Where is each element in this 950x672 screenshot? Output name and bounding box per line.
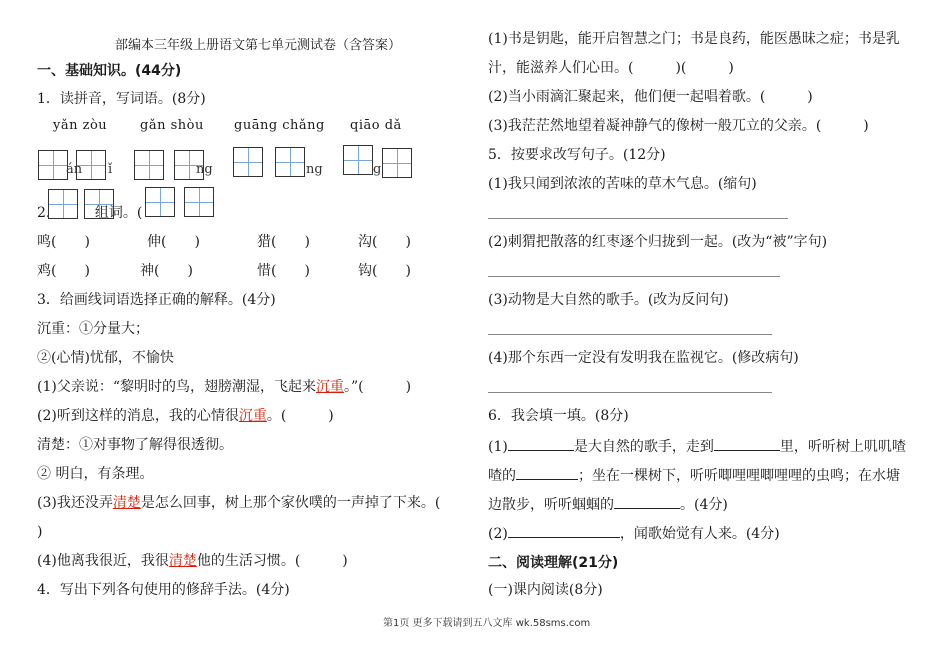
q3-title: 3．给画线词语选择正确的解释。(4分) — [37, 292, 276, 308]
q3-sentence-3-cont: ) — [37, 524, 43, 540]
text: (4)他离我很近，我很 — [37, 553, 169, 569]
q3-def2-a: 清楚：①对事物了解得很透彻。 — [37, 437, 233, 453]
q3-sentence-2 — [37, 407, 334, 425]
text: ；坐在一棵树下，听听唧哩哩唧哩哩的虫鸣；在水塘 — [578, 468, 900, 484]
text: ，闻歌始觉有人来。(4分) — [619, 526, 780, 542]
text: (2) — [488, 526, 508, 542]
q5-sentence-2: (2)刺猬把散落的红枣逐个归拢到一起。(改为“被”字句) — [488, 234, 828, 250]
q2-item: 鸣( ) — [37, 234, 90, 250]
pinyin-fragment: ǐ — [108, 162, 113, 177]
writing-box[interactable] — [343, 145, 373, 175]
pinyin-3: guāng chǎng — [234, 118, 325, 133]
answer-line[interactable] — [488, 334, 772, 335]
writing-box[interactable] — [76, 150, 106, 180]
fill-blank[interactable] — [614, 494, 680, 509]
q4-sentence-3: (3)我茫茫然地望着凝神静气的像树一般兀立的父亲。( ) — [488, 118, 869, 134]
q6-line-4 — [488, 523, 780, 543]
q1-title: 1．读拼音，写词语。(8分) — [37, 91, 206, 107]
text: 是怎么回事，树上那个家伙噗的一声掉了下来。( — [140, 495, 441, 511]
pinyin-fragment: ng — [196, 162, 213, 177]
q2-item: 钩( ) — [358, 263, 411, 279]
q2-item: 鸡( ) — [37, 263, 90, 279]
pinyin-1: yǎn zòu — [53, 118, 108, 133]
answer-line[interactable] — [488, 392, 772, 393]
pinyin-2: gǎn shòu — [140, 118, 204, 133]
underlined-word: 清楚 — [112, 495, 141, 511]
q3-def1-b: ②(心情)忧郁，不愉快 — [37, 350, 174, 366]
text: 是大自然的歌手，走到 — [573, 439, 714, 455]
fill-blank[interactable] — [508, 436, 574, 451]
sub-heading-reading: (一)课内阅读(8分) — [488, 582, 603, 598]
writing-box[interactable] — [174, 150, 204, 180]
section2-heading: 二、阅读理解(21分) — [488, 555, 619, 571]
text: (1)父亲说：“黎明时的鸟，翅膀潮湿，飞起来 — [37, 379, 316, 395]
pinyin-fragment: g — [373, 162, 382, 177]
writing-box[interactable] — [145, 187, 175, 217]
q6-line-3 — [488, 494, 728, 514]
q2-item: 神( ) — [140, 263, 193, 279]
writing-box[interactable] — [275, 147, 305, 177]
answer-line[interactable] — [488, 276, 780, 277]
q5-sentence-1: (1)我只闻到浓浓的苦味的草木气息。(缩句) — [488, 176, 757, 192]
q3-sentence-3 — [37, 494, 440, 512]
q5-title: 5．按要求改写句子。(12分) — [488, 147, 666, 163]
q6-title: 6．我会填一填。(8分) — [488, 408, 629, 424]
text: 里，听听树上叽叽喳 — [779, 439, 906, 455]
fill-blank[interactable] — [516, 465, 578, 480]
fill-blank[interactable] — [714, 436, 780, 451]
writing-box[interactable] — [233, 147, 263, 177]
q5-sentence-3: (3)动物是大自然的歌手。(改为反问句) — [488, 292, 729, 308]
writing-box[interactable] — [84, 189, 114, 219]
text: 。( ) — [266, 408, 334, 424]
underlined-word: 清楚 — [168, 553, 197, 569]
q5-sentence-4: (4)那个东西一定没有发明我在监视它。(修改病句) — [488, 350, 799, 366]
page-title: 部编本三年级上册语文第七单元测试卷（含答案） — [115, 38, 402, 53]
text: 他的生活习惯。( ) — [196, 553, 348, 569]
fill-blank[interactable] — [508, 523, 620, 538]
q4-title: 4．写出下列各句使用的修辞手法。(4分) — [37, 582, 290, 598]
writing-box[interactable] — [48, 189, 78, 219]
answer-line[interactable] — [488, 218, 788, 219]
text: 边散步，听听蝈蝈的 — [488, 497, 614, 513]
writing-box[interactable] — [382, 148, 412, 178]
section1-heading: 一、基础知识。(44分) — [37, 63, 182, 79]
text: (3)我还没弄 — [37, 495, 113, 511]
q2-item: 伸( ) — [147, 234, 200, 250]
pinyin-fragment: ng — [306, 162, 323, 177]
underlined-word: 沉重 — [238, 408, 267, 424]
q2-title: 2． 组词。( — [37, 205, 143, 221]
text: (2)听到这样的消息，我的心情很 — [37, 408, 239, 424]
text: (1) — [488, 439, 508, 455]
q4-sentence-2: (2)当小雨滴汇聚起来，他们便一起唱着歌。( ) — [488, 89, 813, 105]
writing-box[interactable] — [134, 150, 164, 180]
q3-sentence-1 — [37, 378, 411, 396]
q2-item: 沟( ) — [358, 234, 411, 250]
q3-def2-b: ② 明白，有条理。 — [37, 466, 154, 482]
q6-line-1 — [488, 436, 906, 456]
text: 。”( ) — [344, 379, 412, 395]
text: 。(4分) — [680, 497, 728, 513]
q2-item: 猎( ) — [257, 234, 310, 250]
pinyin-fragment: án — [66, 162, 83, 177]
writing-box[interactable] — [38, 150, 68, 180]
q4-sentence-1a: (1)书是钥匙，能开启智慧之门；书是良药，能医愚昧之症；书是乳 — [488, 31, 900, 47]
underlined-word: 沉重 — [316, 379, 344, 395]
q6-line-2 — [488, 465, 900, 485]
q4-sentence-1b: 汁，能滋养人们心田。( )( ) — [488, 60, 734, 76]
text: 喳的 — [488, 468, 516, 484]
pinyin-4: qiāo dǎ — [350, 118, 402, 133]
q2-item: 惜( ) — [257, 263, 310, 279]
q3-def1-a: 沉重：①分量大； — [37, 321, 149, 337]
page-footer: 第1页 更多下载请到五八文库 wk.58sms.com — [383, 618, 591, 629]
q3-sentence-4 — [37, 552, 348, 570]
writing-box[interactable] — [184, 187, 214, 217]
